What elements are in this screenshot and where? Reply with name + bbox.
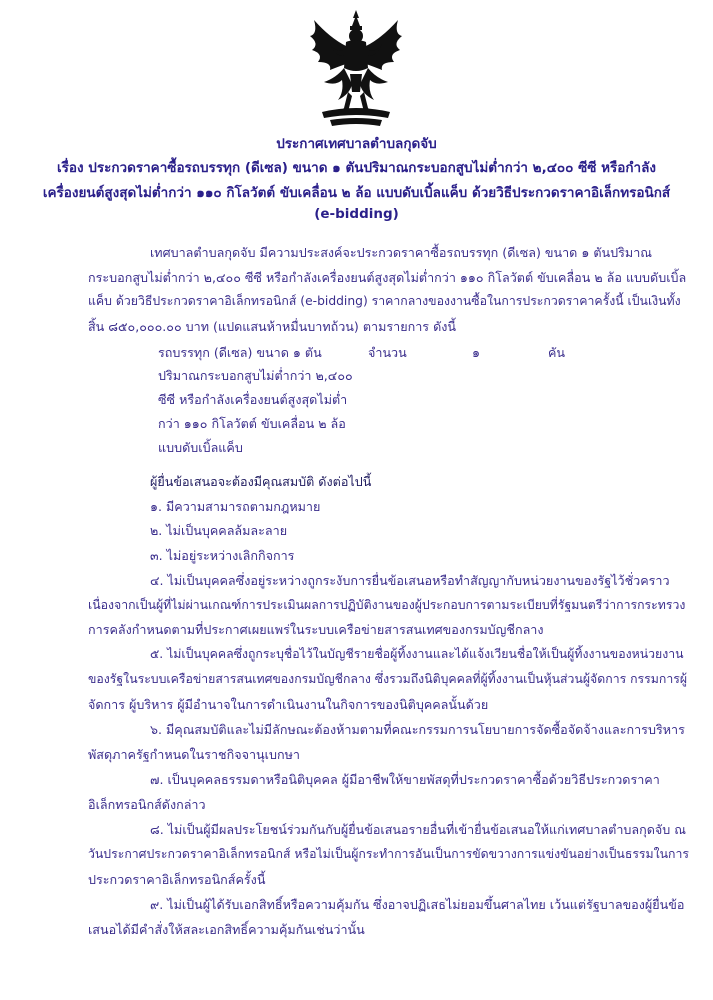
item-desc-line-1: รถบรรทุก (ดีเซล) ขนาด ๑ ตัน <box>158 345 322 360</box>
intro-line-2: กระบอกสูบไม่ต่ำกว่า ๒,๔๐๐ ซีซี หรือกำลังเครื่องยนต์สูงสุดไม่ต่ำกว่า ๑๑๐ กิโลวัตต์ ขับเคลื่อน ๒ ล้อ แบบดับเบิ้ล <box>88 270 687 285</box>
qualification-line-9: จัดการ ผู้บริหาร ผู้มีอำนาจในการดำเนินงานในกิจการของนิติบุคคลนั้นด้วย <box>88 697 489 712</box>
qualification-line-1: ๑. มีความสามารถตามกฎหมาย <box>150 499 321 514</box>
qualification-line-3: ๓. ไม่อยู่ระหว่างเลิกกิจการ <box>150 548 295 563</box>
qualifications-heading: ผู้ยื่นข้อเสนอจะต้องมีคุณสมบัติ ดังต่อไปนี้ <box>150 474 372 489</box>
header-subject-line-2: เครื่องยนต์สูงสุดไม่ต่ำกว่า ๑๑๐ กิโลวัตต์ ขับเคลื่อน ๒ ล้อ แบบดับเบิ้ลแค็บ ด้วยวิธีประกวดราคาอิเล็กทรอนิกส์ <box>42 185 671 201</box>
qualification-line-16: ประกวดราคาอิเล็กทรอนิกส์ครั้งนี้ <box>88 872 266 887</box>
item-qty-value: ๑ <box>472 345 480 360</box>
qualification-line-14: ๘. ไม่เป็นผู้มีผลประโยชน์ร่วมกันกับผู้ยื่นข้อเสนอรายอื่นที่เข้ายื่นข้อเสนอให้แก่เทศบาลตำบลกุดจับ ณ <box>150 822 686 837</box>
qualification-line-13: อิเล็กทรอนิกส์ดังกล่าว <box>88 797 206 812</box>
intro-line-3: แค็บ ด้วยวิธีประกวดราคาอิเล็กทรอนิกส์ (e-bidding) ราคากลางของงานซื้อในการประกวดราคาครั้งนี้ เป็นเงินทั้ง <box>88 294 681 308</box>
header-subject-line-1: เรื่อง ประกวดราคาซื้อรถบรรทุก (ดีเซล) ขนาด ๑ ตันปริมาณกระบอกสูบไม่ต่ำกว่า ๒,๔๐๐ ซีซี หรือกำลัง <box>56 160 657 176</box>
qualification-line-15: วันประกาศประกวดราคาอิเล็กทรอนิกส์ หรือไม่เป็นผู้กระทำการอันเป็นการขัดขวางการแข่งขันอย่างเป็นธรรมในการ <box>88 847 690 861</box>
intro-line-4: สิ้น ๘๕๐,๐๐๐.๐๐ บาท (แปดแสนห้าหมื่นบาทถ้วน) ตามรายการ ดังนี้ <box>88 319 457 334</box>
item-unit: คัน <box>548 345 566 360</box>
item-desc-line-5: แบบดับเบิ้ลแค็บ <box>158 440 243 455</box>
qualification-line-7: ๕. ไม่เป็นบุคคลซึ่งถูกระบุชื่อไว้ในบัญชีรายชื่อผู้ทิ้งงานและได้แจ้งเวียนชื่อให้เป็นผู้ทิ้งงานของหน่วยงาน <box>150 647 684 661</box>
garuda-emblem-icon <box>300 8 412 130</box>
item-desc-line-3: ซีซี หรือกำลังเครื่องยนต์สูงสุดไม่ต่ำ <box>158 392 348 407</box>
qualification-line-10: ๖. มีคุณสมบัติและไม่มีลักษณะต้องห้ามตามที่คณะกรรมการนโยบายการจัดซื้อจัดจ้างและการบริหาร <box>150 722 685 737</box>
item-desc-line-4: กว่า ๑๑๐ กิโลวัตต์ ขับเคลื่อน ๒ ล้อ <box>158 416 346 431</box>
item-qty-label: จำนวน <box>368 345 407 360</box>
qualification-line-4: ๔. ไม่เป็นบุคคลซึ่งอยู่ระหว่างถูกระงับการยื่นข้อเสนอหรือทำสัญญากับหน่วยงานของรัฐไว้ชั่วคราว <box>150 573 670 588</box>
header-subject-line-3: (e-bidding) <box>314 206 399 222</box>
qualification-line-17: ๙. ไม่เป็นผู้ได้รับเอกสิทธิ์หรือความคุ้มกัน ซึ่งอาจปฏิเสธไม่ยอมขึ้นศาลไทย เว้นแต่รัฐบาลของผู้ยื่นข้อ <box>150 897 685 912</box>
qualification-line-6: การคลังกำหนดตามที่ประกาศเผยแพร่ในระบบเครือข่ายสารสนเทศของกรมบัญชีกลาง <box>88 622 544 637</box>
qualification-line-11: พัสดุภาครัฐกำหนดในราชกิจจานุเบกษา <box>88 747 300 762</box>
qualification-line-18: เสนอได้มีคำสั่งให้สละเอกสิทธิ์ความคุ้มกันเช่นว่านั้น <box>88 922 365 937</box>
qualification-line-5: เนื่องจากเป็นผู้ที่ไม่ผ่านเกณฑ์การประเมินผลการปฏิบัติงานของผู้ประกอบการตามระเบียบที่รัฐมนตรีว่าการกระทรวง <box>88 598 686 612</box>
item-desc-line-2: ปริมาณกระบอกสูบไม่ต่ำกว่า ๒,๔๐๐ <box>158 368 353 383</box>
qualification-line-2: ๒. ไม่เป็นบุคคลล้มละลาย <box>150 523 288 538</box>
intro-line-1: เทศบาลตำบลกุดจับ มีความประสงค์จะประกวดราคาซื้อรถบรรทุก (ดีเซล) ขนาด ๑ ตันปริมาณ <box>150 245 652 260</box>
header-org: ประกาศเทศบาลตำบลกุดจับ <box>276 136 437 152</box>
qualification-line-8: ของรัฐในระบบเครือข่ายสารสนเทศของกรมบัญชีกลาง ซึ่งรวมถึงนิติบุคคลที่ผู้ทิ้งงานเป็นหุ้นส่วนผู้จัดการ กรรมการผู้ <box>88 672 688 686</box>
qualification-line-12: ๗. เป็นบุคคลธรรมดาหรือนิติบุคคล ผู้มีอาชีพให้ขายพัสดุที่ประกวดราคาซื้อด้วยวิธีประกวดราคา <box>150 772 660 787</box>
